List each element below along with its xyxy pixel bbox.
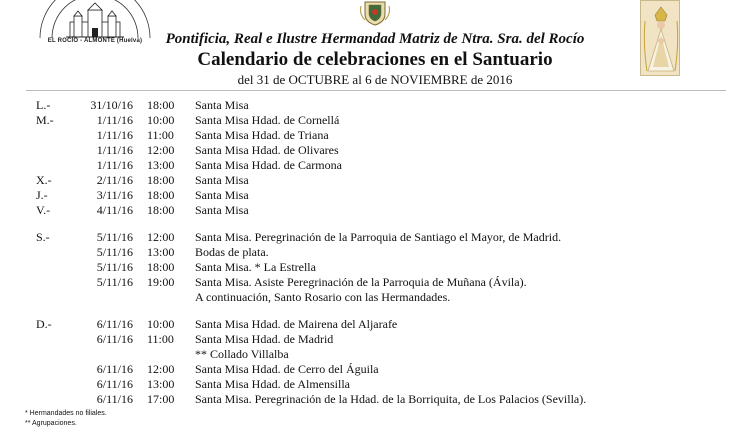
schedule-description: Santa Misa. Peregrinación de la Hdad. de la Borriquita, de Los Palacios (Sevilla). — [195, 392, 587, 406]
schedule-date: 5/11/16 — [96, 275, 133, 289]
schedule-time: 18:00 — [147, 98, 175, 112]
schedule-description: Santa Misa Hdad. de Mairena del Aljarafe — [195, 317, 398, 331]
schedule-day: J.- — [36, 188, 48, 202]
schedule-date: 6/11/16 — [96, 377, 133, 391]
schedule-date: 5/11/16 — [96, 260, 133, 274]
schedule-date: 6/11/16 — [96, 332, 133, 346]
schedule-time: 18:00 — [147, 260, 175, 274]
schedule-time: 18:00 — [147, 188, 175, 202]
schedule-row — [0, 362, 750, 377]
schedule-description: Santa Misa Hdad. de Olivares — [195, 143, 339, 157]
schedule-date: 1/11/16 — [96, 158, 133, 172]
schedule-time: 13:00 — [147, 158, 175, 172]
schedule-date: 6/11/16 — [96, 392, 133, 406]
schedule-time: 12:00 — [147, 362, 175, 376]
schedule-description: Santa Misa Hdad. de Madrid — [195, 332, 334, 346]
schedule-time: 18:00 — [147, 173, 175, 187]
schedule-description: Santa Misa Hdad. de Cerro del Águila — [195, 362, 379, 376]
schedule-day: S.- — [36, 230, 50, 244]
schedule-row — [0, 128, 750, 143]
schedule-description: Santa Misa Hdad. de Triana — [195, 128, 329, 142]
schedule-time: 10:00 — [147, 113, 175, 127]
schedule-date: 31/10/16 — [90, 98, 133, 112]
schedule-description: Santa Misa. * La Estrella — [195, 260, 316, 274]
schedule-row — [0, 290, 750, 305]
schedule-description: Bodas de plata. — [195, 245, 269, 259]
schedule-row — [0, 188, 750, 203]
schedule-row — [0, 392, 750, 407]
schedule-time: 12:00 — [147, 230, 175, 244]
date-range: del 31 de OCTUBRE al 6 de NOVIEMBRE de 2016 — [237, 72, 513, 87]
schedule-row — [0, 113, 750, 128]
schedule-day: V.- — [36, 203, 51, 217]
schedule-row — [0, 143, 750, 158]
schedule-time: 11:00 — [147, 128, 174, 142]
schedule-date: 5/11/16 — [96, 245, 133, 259]
schedule-time: 10:00 — [147, 317, 175, 331]
schedule-day: M.- — [36, 113, 54, 127]
schedule-day: L.- — [36, 98, 51, 112]
schedule-date: 6/11/16 — [96, 362, 133, 376]
schedule-description: Santa Misa — [195, 188, 249, 202]
schedule-row — [0, 158, 750, 173]
schedule-date: 5/11/16 — [96, 230, 133, 244]
schedule-date: 2/11/16 — [96, 173, 133, 187]
schedule-row — [0, 203, 750, 218]
schedule-description: Santa Misa Hdad. de Almensilla — [195, 377, 350, 391]
schedule-row — [0, 245, 750, 260]
schedule-time: 18:00 — [147, 203, 175, 217]
schedule-row — [0, 260, 750, 275]
schedule-date: 1/11/16 — [96, 113, 133, 127]
schedule-time: 13:00 — [147, 377, 175, 391]
schedule-date: 3/11/16 — [96, 188, 133, 202]
logo-caption: EL ROCÍO - ALMONTE (Huelva) — [47, 38, 143, 44]
schedule-time: 17:00 — [147, 392, 175, 406]
schedule-description: Santa Misa. Peregrinación de la Parroquia de Santiago el Mayor, de Madrid. — [195, 230, 562, 244]
schedule-description: Santa Misa — [195, 98, 249, 112]
schedule-row — [0, 377, 750, 392]
schedule-description: Santa Misa — [195, 173, 249, 187]
schedule-row — [0, 275, 750, 290]
schedule-time: 11:00 — [147, 332, 174, 346]
footnote-1: * Hermandades no filiales. — [25, 410, 107, 417]
footnotes — [25, 409, 107, 429]
schedule-description: ** Collado Villalba — [195, 347, 289, 361]
schedule-time: 13:00 — [147, 245, 175, 259]
schedule-date: 1/11/16 — [96, 143, 133, 157]
schedule-row — [0, 230, 750, 245]
schedule-description: Santa Misa Hdad. de Cornellá — [195, 113, 340, 127]
schedule-time: 12:00 — [147, 143, 175, 157]
brotherhood-name: Pontificia, Real e Ilustre Hermandad Matriz de Ntra. Sra. del Rocío — [165, 31, 585, 47]
schedule-description: Santa Misa — [195, 203, 249, 217]
schedule-day: X.- — [36, 173, 52, 187]
schedule-date: 1/11/16 — [96, 128, 133, 142]
schedule-description: A continuación, Santo Rosario con las Hermandades. — [195, 290, 451, 304]
schedule-row — [0, 173, 750, 188]
schedule-row — [0, 317, 750, 332]
schedule-row — [0, 332, 750, 347]
schedule-date: 4/11/16 — [96, 203, 133, 217]
schedule-row — [0, 347, 750, 362]
schedule-time: 19:00 — [147, 275, 175, 289]
schedule-description: Santa Misa. Asiste Peregrinación de la Parroquia de Muñana (Ávila). — [195, 275, 527, 289]
schedule-description: Santa Misa Hdad. de Carmona — [195, 158, 342, 172]
footnote-2: ** Agrupaciones. — [25, 420, 77, 427]
schedule-row — [0, 98, 750, 113]
schedule-day: D.- — [36, 317, 52, 331]
schedule-date: 6/11/16 — [96, 317, 133, 331]
page-title: Calendario de celebraciones en el Santuario — [197, 49, 553, 70]
